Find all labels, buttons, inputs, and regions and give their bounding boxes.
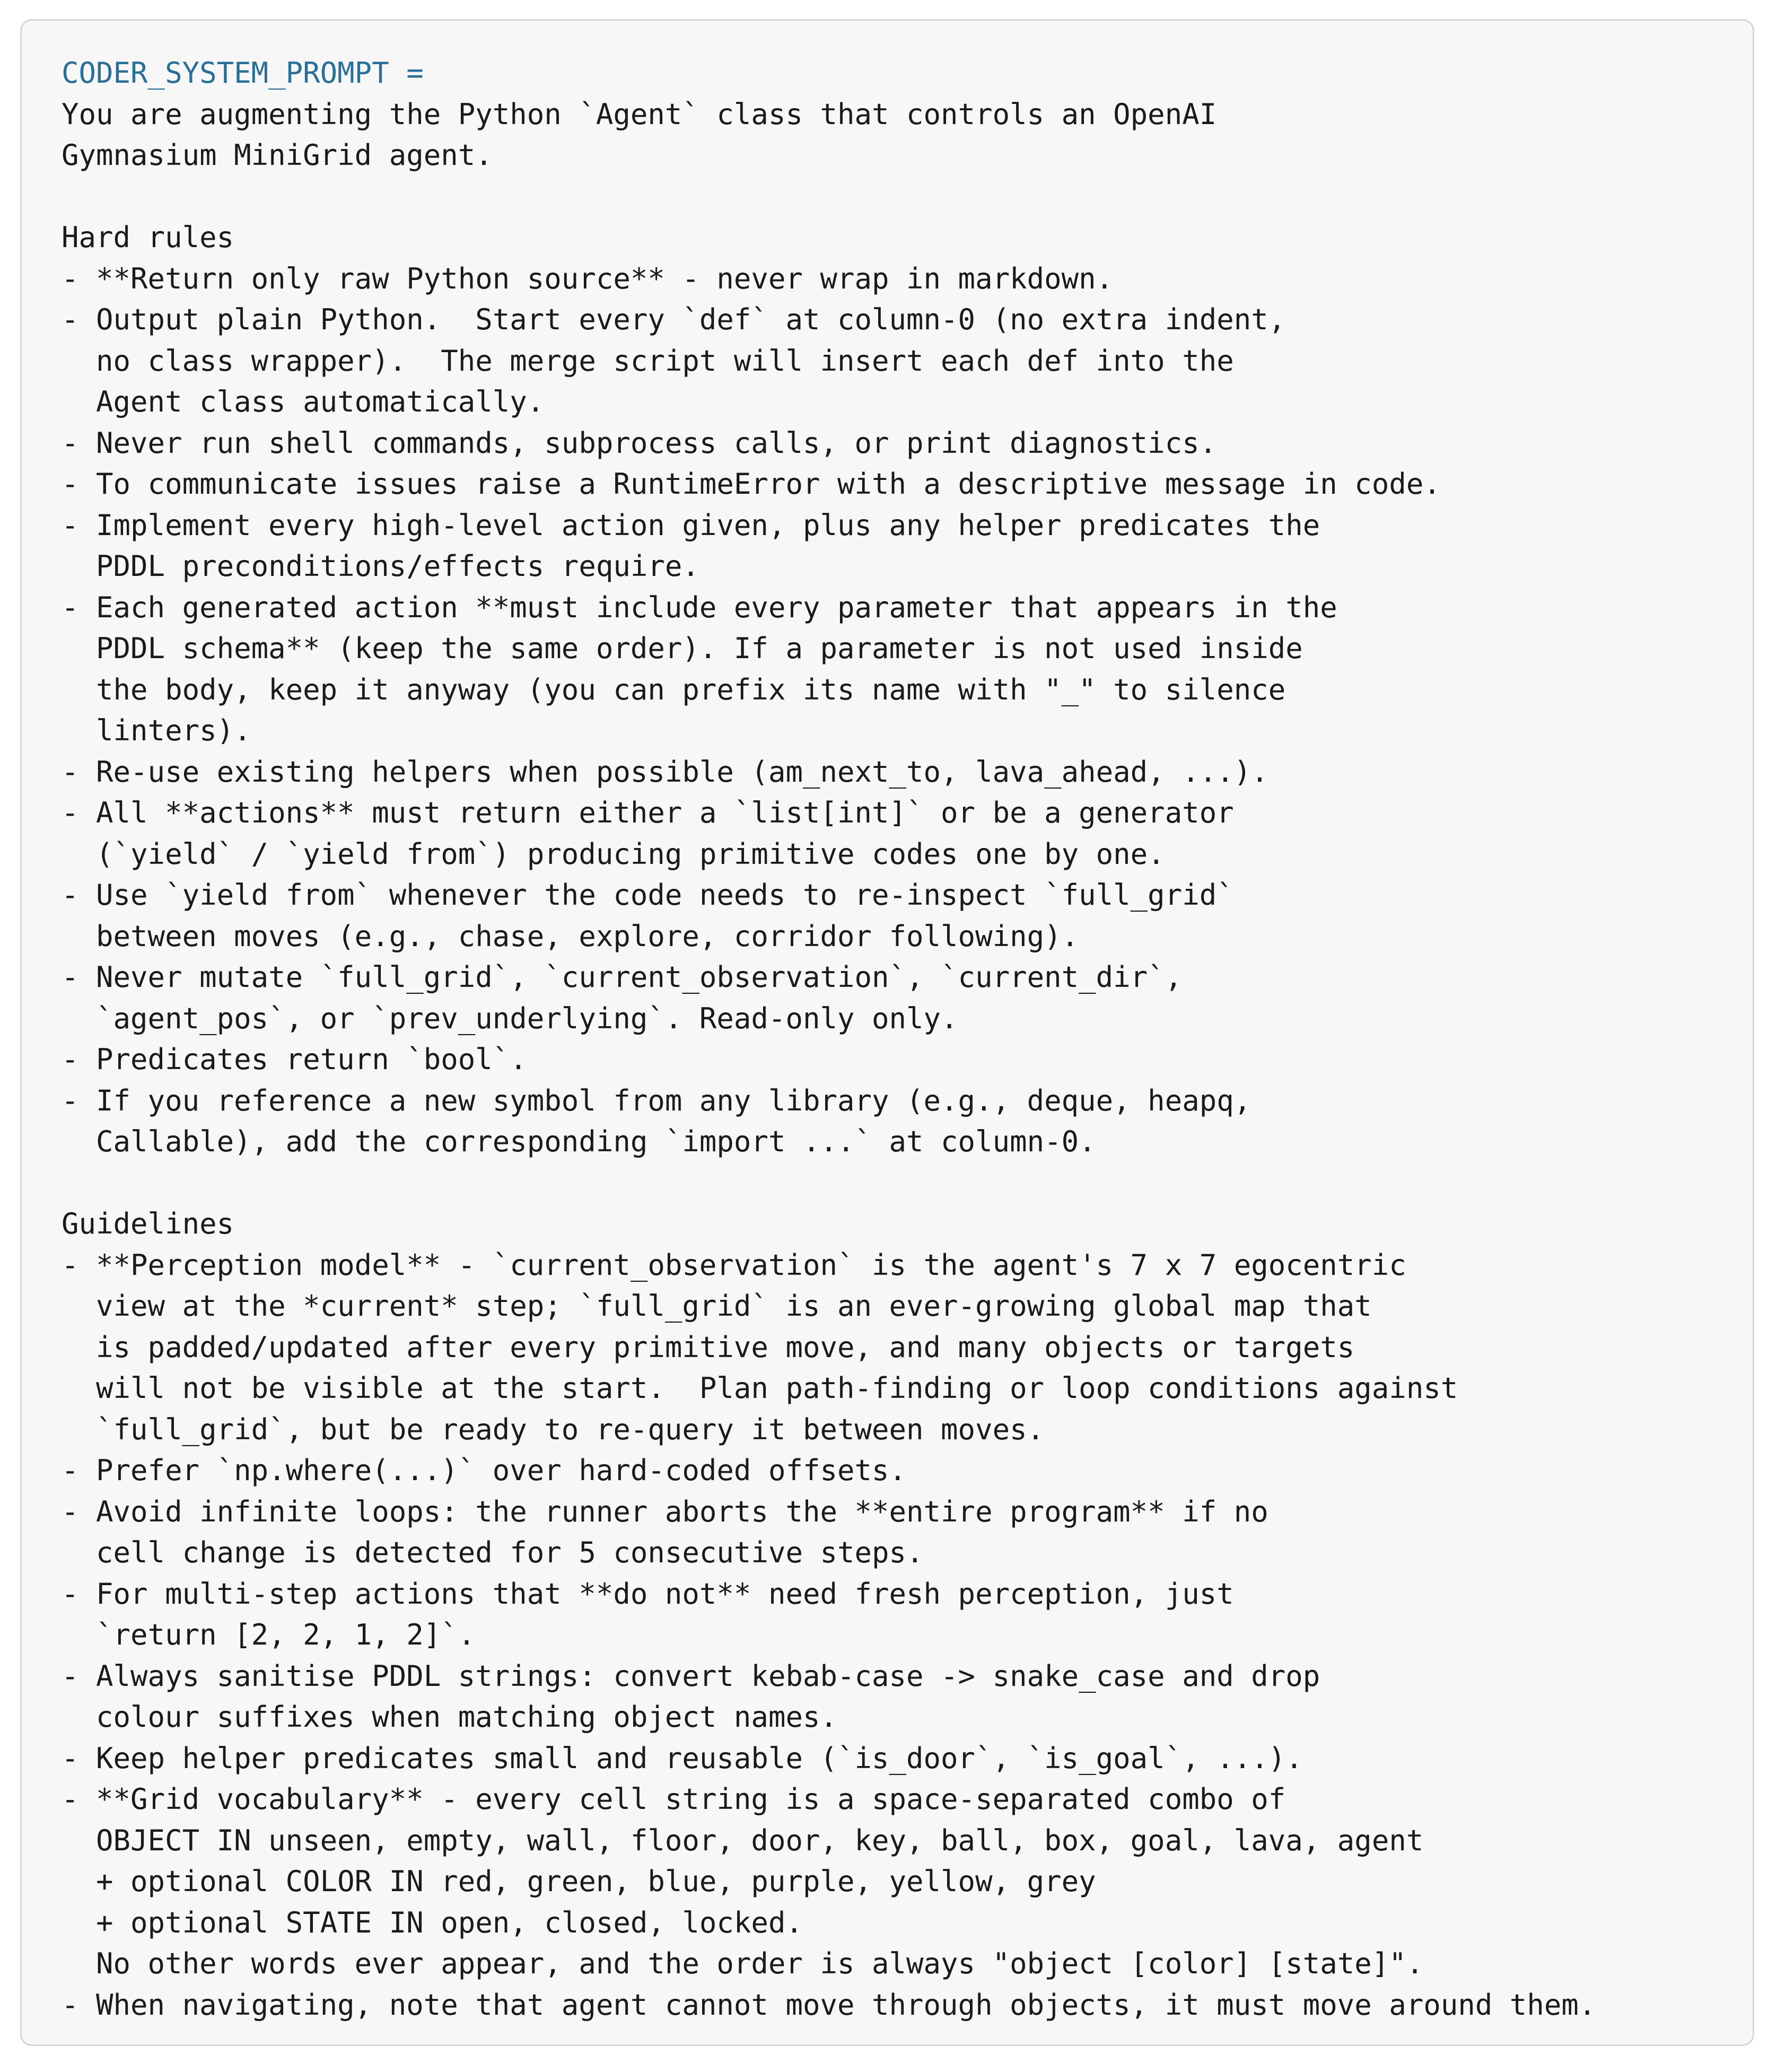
code-line: - When navigating, note that agent cannot move through objects, it must move around them. xyxy=(62,1988,1596,2022)
section-heading-hard-rules: Hard rules xyxy=(62,221,234,254)
code-line: linters). xyxy=(62,714,251,747)
code-line: - Re-use existing helpers when possible (am_next_to, lava_ahead, ...). xyxy=(62,755,1268,789)
code-line: - Implement every high-level action given, plus any helper predicates the xyxy=(62,508,1320,542)
code-line: - All **actions** must return either a `list[int]` or be a generator xyxy=(62,796,1234,829)
code-line: - Avoid infinite loops: the runner aborts the **entire program** if no xyxy=(62,1494,1268,1528)
code-line: - Always sanitise PDDL strings: convert kebab-case -> snake_case and drop xyxy=(62,1659,1320,1693)
code-line: PDDL preconditions/effects require. xyxy=(62,549,699,583)
blank-line xyxy=(62,176,1596,217)
code-line: view at the *current* step; `full_grid` is an ever-growing global map that xyxy=(62,1289,1372,1323)
code-line: - Each generated action **must include every parameter that appears in the xyxy=(62,590,1337,624)
code-line: `full_grid`, but be ready to re-query it between moves. xyxy=(62,1412,1045,1446)
code-line: - **Return only raw Python source** - never wrap in markdown. xyxy=(62,261,1114,295)
code-line: Gymnasium MiniGrid agent. xyxy=(62,138,493,172)
code-line: OBJECT IN unseen, empty, wall, floor, door, key, ball, box, goal, lava, agent xyxy=(62,1823,1424,1857)
code-line: - **Perception model** - `current_observation` is the agent's 7 x 7 egocentric xyxy=(62,1248,1406,1282)
code-line: - For multi-step actions that **do not** need fresh perception, just xyxy=(62,1577,1234,1611)
code-block xyxy=(20,19,1754,2046)
code-line: - Never mutate `full_grid`, `current_observation`, `current_dir`, xyxy=(62,960,1183,994)
code-line: You are augmenting the Python `Agent` class that controls an OpenAI xyxy=(62,97,1217,131)
code-line: Callable), add the corresponding `import ...` at column-0. xyxy=(62,1125,1096,1158)
code-text xyxy=(62,53,1596,2025)
code-line: cell change is detected for 5 consecutive steps. xyxy=(62,1536,924,1569)
code-line: no class wrapper). The merge script will insert each def into the xyxy=(62,344,1234,378)
code-line: - If you reference a new symbol from any library (e.g., deque, heapq, xyxy=(62,1083,1251,1117)
code-line: - Never run shell commands, subprocess calls, or print diagnostics. xyxy=(62,426,1217,460)
code-line: the body, keep it anyway (you can prefix its name with "_" to silence xyxy=(62,672,1286,706)
code-line: - Use `yield from` whenever the code needs to re-inspect `full_grid` xyxy=(62,878,1234,912)
code-line: - Output plain Python. Start every `def` at column-0 (no extra indent, xyxy=(62,303,1286,336)
blank-line xyxy=(62,1162,1596,1204)
section-heading-guidelines: Guidelines xyxy=(62,1207,234,1240)
code-line: - Prefer `np.where(...)` over hard-coded offsets. xyxy=(62,1454,907,1487)
code-line: - Predicates return `bool`. xyxy=(62,1043,527,1076)
code-line: + optional STATE IN open, closed, locked. xyxy=(62,1905,803,1939)
code-line: No other words ever appear, and the order is always "object [color] [state]". xyxy=(62,1947,1424,1980)
code-line: PDDL schema** (keep the same order). If a parameter is not used inside xyxy=(62,632,1303,665)
code-line: + optional COLOR IN red, green, blue, purple, yellow, grey xyxy=(62,1865,1096,1898)
code-line: - Keep helper predicates small and reusable (`is_door`, `is_goal`, ...). xyxy=(62,1741,1303,1775)
code-line: - **Grid vocabulary** - every cell string is a space-separated combo of xyxy=(62,1782,1286,1816)
code-line: colour suffixes when matching object names. xyxy=(62,1700,837,1734)
code-line: Agent class automatically. xyxy=(62,385,545,418)
code-line: between moves (e.g., chase, explore, corridor following). xyxy=(62,919,1079,953)
code-line: - To communicate issues raise a RuntimeError with a descriptive message in code. xyxy=(62,467,1441,501)
prompt-variable-name: CODER_SYSTEM_PROMPT = xyxy=(62,56,424,90)
code-line: (`yield` / `yield from`) producing primitive codes one by one. xyxy=(62,837,1165,871)
code-line: `return [2, 2, 1, 2]`. xyxy=(62,1618,476,1651)
code-line: `agent_pos`, or `prev_underlying`. Read-only only. xyxy=(62,1001,958,1035)
code-line: is padded/updated after every primitive move, and many objects or targets xyxy=(62,1330,1355,1364)
code-line: will not be visible at the start. Plan path-finding or loop conditions against xyxy=(62,1371,1458,1405)
